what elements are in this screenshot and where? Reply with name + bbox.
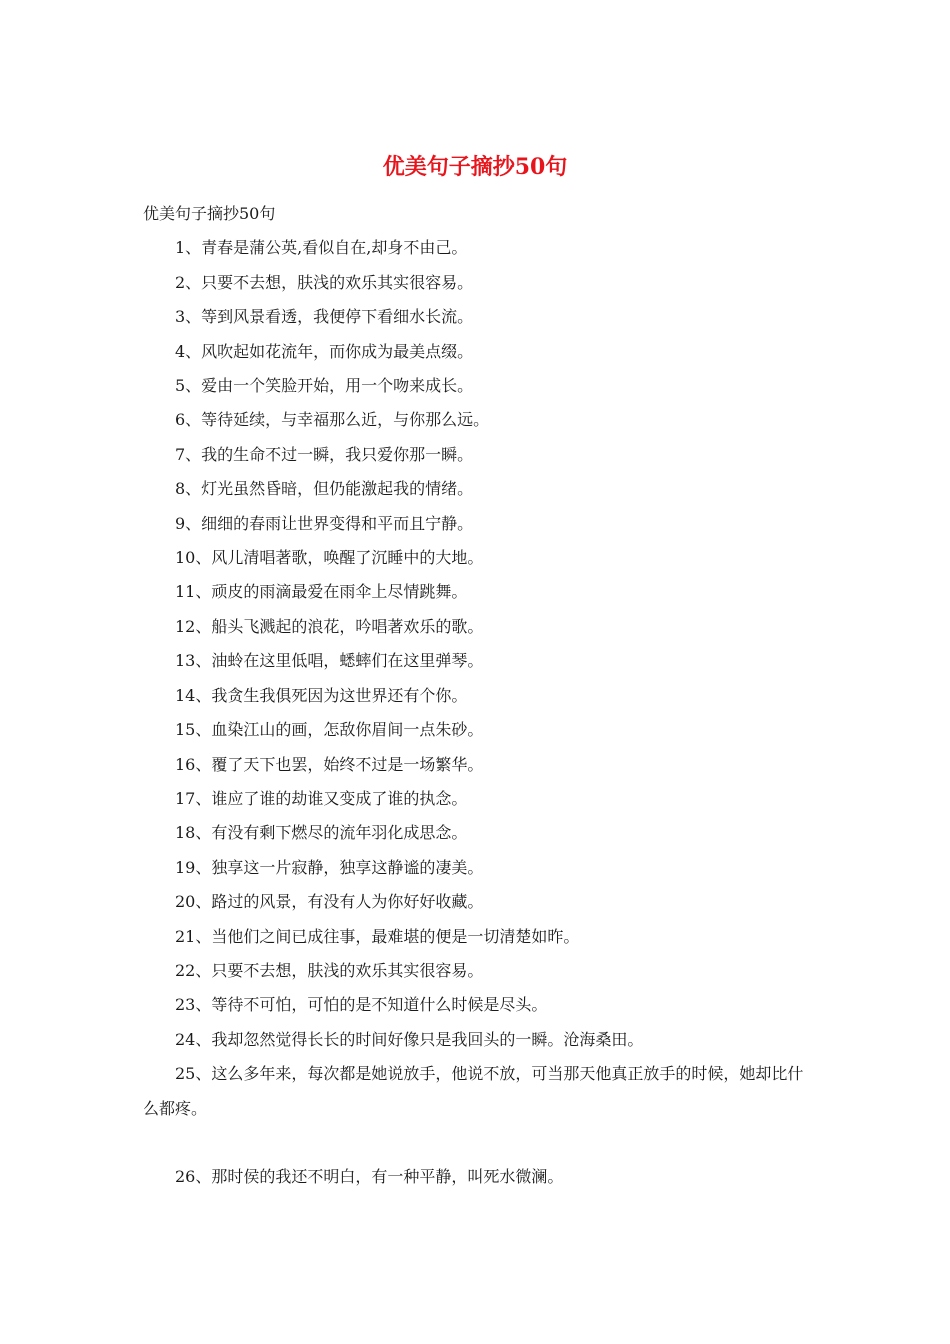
list-item: 24、我却忽然觉得长长的时间好像只是我回头的一瞬。沧海桑田。 — [175, 1029, 644, 1049]
list-item: 26、那时侯的我还不明白，有一种平静，叫死水微澜。 — [175, 1167, 564, 1187]
list-item: 12、船头飞溅起的浪花，吟唱著欢乐的歌。 — [175, 616, 484, 636]
list-item: 20、路过的风景，有没有人为你好好收藏。 — [175, 892, 484, 912]
list-item: 18、有没有剩下燃尽的流年羽化成思念。 — [175, 823, 468, 843]
list-item: 4、风吹起如花流年，而你成为最美点缀。 — [175, 341, 474, 361]
list-item: 17、谁应了谁的劫谁又变成了谁的执念。 — [175, 788, 468, 808]
list-item: 3、等到风景看透，我便停下看细水长流。 — [175, 307, 474, 327]
list-item: 5、爱由一个笑脸开始，用一个吻来成长。 — [175, 376, 474, 396]
list-item: 1、青春是蒲公英,看似自在,却身不由己。 — [175, 238, 468, 258]
list-item: 21、当他们之间已成往事，最难堪的便是一切清楚如昨。 — [175, 926, 580, 946]
list-item: 11、顽皮的雨滴最爱在雨伞上尽情跳舞。 — [175, 582, 468, 602]
list-item: 13、油蛉在这里低唱，蟋蟀们在这里弹琴。 — [175, 651, 484, 671]
list-item: 8、灯光虽然昏暗，但仍能激起我的情绪。 — [175, 479, 474, 499]
list-item: 6、等待延续，与幸福那么近，与你那么远。 — [175, 410, 490, 430]
list-item: 9、细细的春雨让世界变得和平而且宁静。 — [175, 513, 474, 533]
list-item: 7、我的生命不过一瞬，我只爱你那一瞬。 — [175, 444, 474, 464]
document-body — [143, 197, 807, 1195]
list-item: 15、血染江山的画，怎敌你眉间一点朱砂。 — [175, 720, 484, 740]
list-item: 16、覆了天下也罢，始终不过是一场繁华。 — [175, 754, 484, 774]
paragraph-spacer — [143, 1126, 807, 1160]
list-item: 10、风儿清唱著歌，唤醒了沉睡中的大地。 — [175, 548, 484, 568]
list-item: 14、我贪生我俱死因为这世界还有个你。 — [175, 685, 468, 705]
document-subtitle: 优美句子摘抄50句 — [143, 204, 276, 223]
page-title: 优美句子摘抄50句 — [382, 154, 568, 180]
list-item: 19、独享这一片寂静，独享这静谧的凄美。 — [175, 857, 484, 877]
list-item: 2、只要不去想，肤浅的欢乐其实很容易。 — [175, 272, 474, 292]
list-item: 25、这么多年来，每次都是她说放手，他说不放，可当那天他真正放手的时候，她却比什么都疼。 — [143, 1064, 804, 1118]
list-item: 23、等待不可怕，可怕的是不知道什么时候是尽头。 — [175, 995, 548, 1015]
list-item: 22、只要不去想，肤浅的欢乐其实很容易。 — [175, 960, 484, 980]
